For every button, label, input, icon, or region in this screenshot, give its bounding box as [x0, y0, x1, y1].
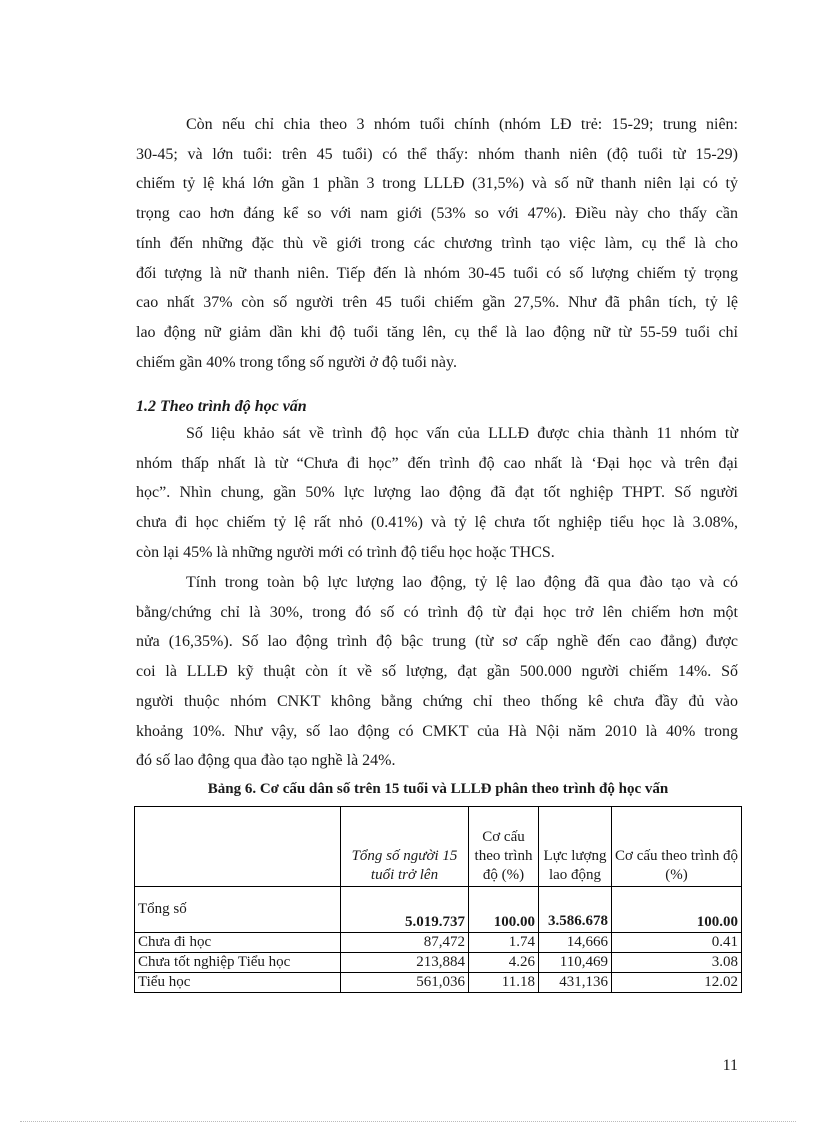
header-cell-population: Tổng số người 15 tuổi trở lên — [341, 807, 469, 887]
text-line: nhóm thấp nhất là từ “Chưa đi học” đến trình độ cao nhất là ‘Đại học và trên đại — [136, 454, 738, 472]
table-row — [135, 973, 742, 993]
text-line: 30-45; và lớn tuổi: trên 45 tuổi) có thể thấy: nhóm thanh niên (độ tuổi từ 15-29) — [136, 145, 738, 163]
text-line: Số liệu khảo sát về trình độ học vấn của LLLĐ được chia thành 11 nhóm từ — [186, 425, 738, 442]
total-label: Tổng số — [135, 887, 341, 933]
total-labor-share: 100.00 — [612, 887, 742, 933]
table-row — [135, 933, 742, 953]
text-line: chưa đi học chiếm tỷ lệ rất nhỏ (0.41%) và tỷ lệ chưa tốt nghiệp tiểu học là 3.08%, — [136, 514, 738, 532]
row-label: Tiểu học — [135, 973, 341, 993]
section-heading: 1.2 Theo trình độ học vấn — [136, 398, 307, 415]
row-population: 213,884 — [341, 953, 469, 973]
row-labor-share: 3.08 — [612, 953, 742, 973]
row-labor-share: 0.41 — [612, 933, 742, 953]
text-line: người thuộc nhóm CNKT không bằng chứng chỉ theo thống kê chưa đầy đủ vào — [136, 692, 738, 710]
row-labor-share: 12.02 — [612, 973, 742, 993]
text-line: lao động nữ giảm dần khi độ tuổi tăng lên, cụ thể là lao động nữ từ 55-59 tuổi chỉ — [136, 323, 738, 341]
total-labor-force: 3.586.678 — [539, 887, 612, 933]
education-structure-table — [134, 806, 742, 993]
row-population-share: 11.18 — [469, 973, 539, 993]
row-population: 87,472 — [341, 933, 469, 953]
paragraph-age-groups — [136, 110, 738, 377]
row-population-share: 4.26 — [469, 953, 539, 973]
paragraph-education-survey — [136, 419, 738, 568]
header-cell-labor-force: Lực lượng lao động — [539, 807, 612, 887]
table-header-row — [135, 807, 742, 887]
text-line: Tính trong toàn bộ lực lượng lao động, tỷ lệ lao động đã qua đào tạo và có — [186, 574, 738, 591]
row-label: Chưa tốt nghiệp Tiểu học — [135, 953, 341, 973]
row-labor-force: 14,666 — [539, 933, 612, 953]
text-line: đối tượng là nữ thanh niên. Tiếp đến là nhóm 30-45 tuổi có số lượng chiếm tỷ trọng — [136, 264, 738, 282]
row-label: Chưa đi học — [135, 933, 341, 953]
header-cell-labor-share: Cơ cấu theo trình độ (%) — [612, 807, 742, 887]
text-line: cao nhất 37% còn số người trên 45 tuổi chiếm gần 27,5%. Như đã phân tích, tỷ lệ — [136, 294, 738, 312]
row-population-share: 1.74 — [469, 933, 539, 953]
text-line: học”. Nhìn chung, gần 50% lực lượng lao động đã đạt tốt nghiệp THPT. Số người — [136, 484, 738, 502]
header-cell-population-share: Cơ cấu theo trình độ (%) — [469, 807, 539, 887]
table-row — [135, 953, 742, 973]
page-footer-divider — [20, 1121, 796, 1122]
text-line: trọng cao hơn đáng kể so với nam giới (53% so với 47%). Điều này cho thấy cần — [136, 205, 738, 223]
text-line: chiếm gần 40% trong tổng số người ở độ tuổi này. — [136, 353, 457, 371]
row-labor-force: 431,136 — [539, 973, 612, 993]
text-line: nửa (16,35%). Số lao động trình độ bậc trung (từ sơ cấp nghề đến cao đẳng) được — [136, 633, 738, 651]
text-line: chiếm tỷ lệ khá lớn gần 1 phần 3 trong LLLĐ (31,5%) và số nữ thanh niên lại có tỷ — [136, 175, 738, 193]
text-line: đó số lao động qua đào tạo nghề là 24%. — [136, 752, 396, 770]
header-cell-label — [135, 807, 341, 887]
row-population: 561,036 — [341, 973, 469, 993]
total-population-share: 100.00 — [469, 887, 539, 933]
text-line: khoảng 10%. Như vậy, số lao động có CMKT của Hà Nội năm 2010 là 40% trong — [136, 722, 738, 740]
text-line: coi là LLLĐ kỹ thuật còn ít về số lượng, đạt gần 500.000 người chiếm 14%. Số — [136, 663, 738, 681]
text-line: bằng/chứng chỉ là 30%, trong đó số có trình độ từ đại học trở lên chiếm hơn một — [136, 603, 738, 621]
paragraph-trained-labor — [136, 568, 738, 776]
table-caption: Bảng 6. Cơ cấu dân số trên 15 tuổi và LLLĐ phân theo trình độ học vấn — [207, 781, 669, 797]
row-labor-force: 110,469 — [539, 953, 612, 973]
total-population: 5.019.737 — [341, 887, 469, 933]
text-line: tính đến những đặc thù về giới trong các chương trình tạo việc làm, cụ thể là cho — [136, 234, 738, 252]
text-line: còn lại 45% là những người mới có trình độ tiểu học hoặc THCS. — [136, 543, 555, 561]
page-number: 11 — [722, 1057, 738, 1074]
table-row-total — [135, 887, 742, 933]
text-line: Còn nếu chỉ chia theo 3 nhóm tuổi chính (nhóm LĐ trẻ: 15-29; trung niên: — [186, 116, 738, 133]
